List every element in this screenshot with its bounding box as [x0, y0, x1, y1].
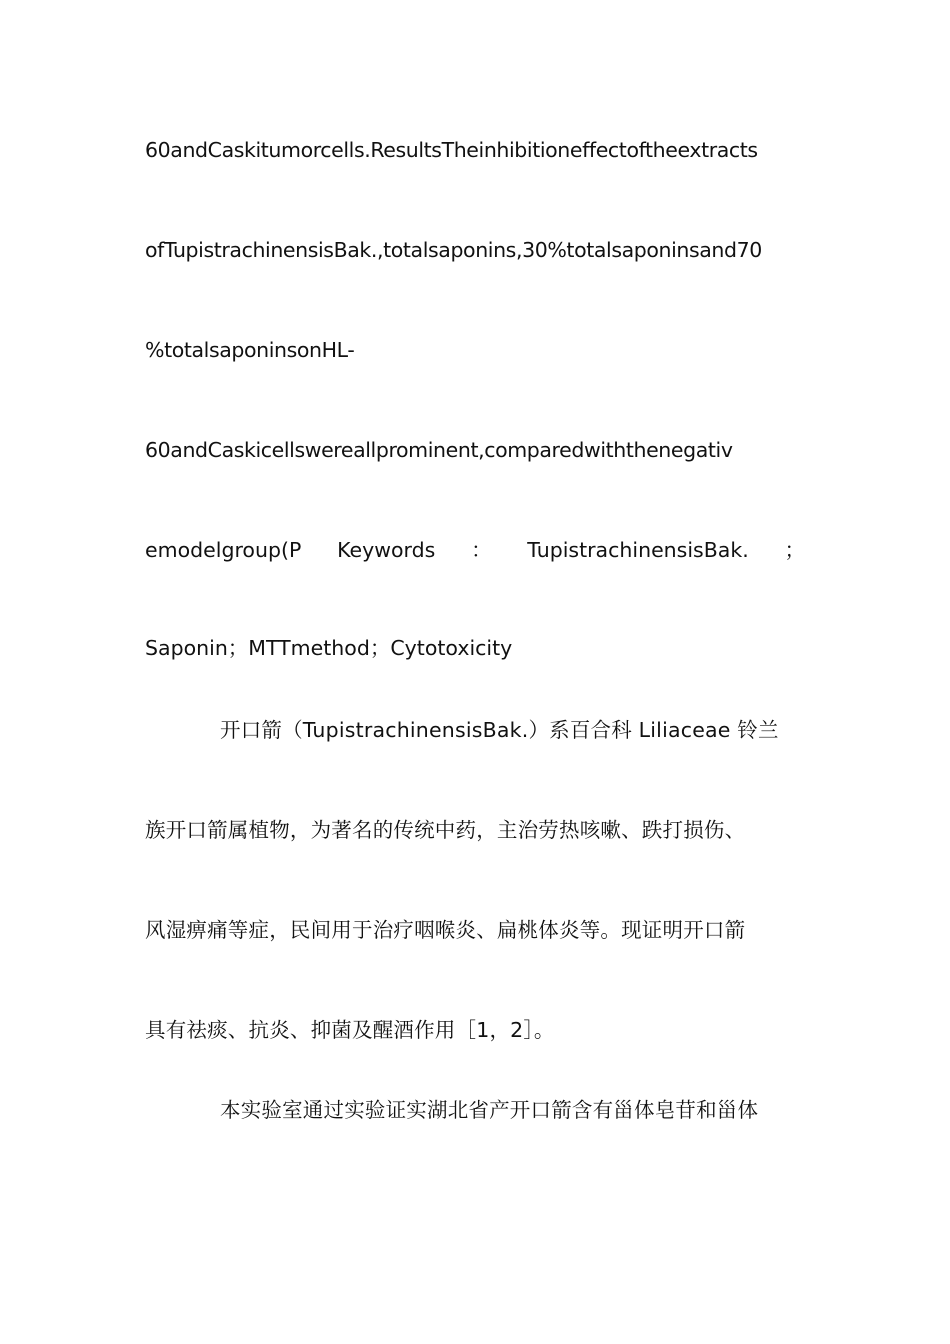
abstract-line-4: 60andCaskicellswereallprominent,comparedwiththenegativ	[145, 438, 733, 462]
keywords-separator: ；	[784, 538, 805, 562]
paragraph-1-line-2: 族开口箭属植物，为著名的传统中药，主治劳热咳嗽、跌打损伤、	[145, 818, 746, 842]
abstract-line-1: 60andCaskitumorcells.ResultsTheinhibitioneffectoftheextracts	[145, 138, 758, 162]
keywords-line-continued: Saponin；MTTmethod；Cytotoxicity	[145, 636, 513, 660]
keywords-line	[145, 537, 805, 563]
keywords-colon: ：	[471, 538, 492, 562]
abstract-line-3: %totalsaponinsonHL-	[145, 338, 355, 362]
paragraph-2-line-1: 本实验室通过实验证实湖北省产开口箭含有甾体皂苷和甾体	[220, 1098, 759, 1122]
keyword-item: TupistrachinensisBak.	[527, 538, 749, 562]
keywords-label: Keywords	[337, 538, 436, 562]
abstract-line-2: ofTupistrachinensisBak.,totalsaponins,30%totalsaponinsand70	[145, 238, 762, 262]
abstract-line-end: emodelgroup(P	[145, 538, 302, 562]
paragraph-1-line-3: 风湿痹痛等症，民间用于治疗咽喉炎、扁桃体炎等。现证明开口箭	[145, 918, 746, 942]
paragraph-1-line-1: 开口箭（TupistrachinensisBak.）系百合科 Liliaceae 铃兰	[220, 718, 779, 742]
paragraph-1-line-4: 具有祛痰、抗炎、抑菌及醒酒作用［1，2］。	[145, 1018, 555, 1042]
